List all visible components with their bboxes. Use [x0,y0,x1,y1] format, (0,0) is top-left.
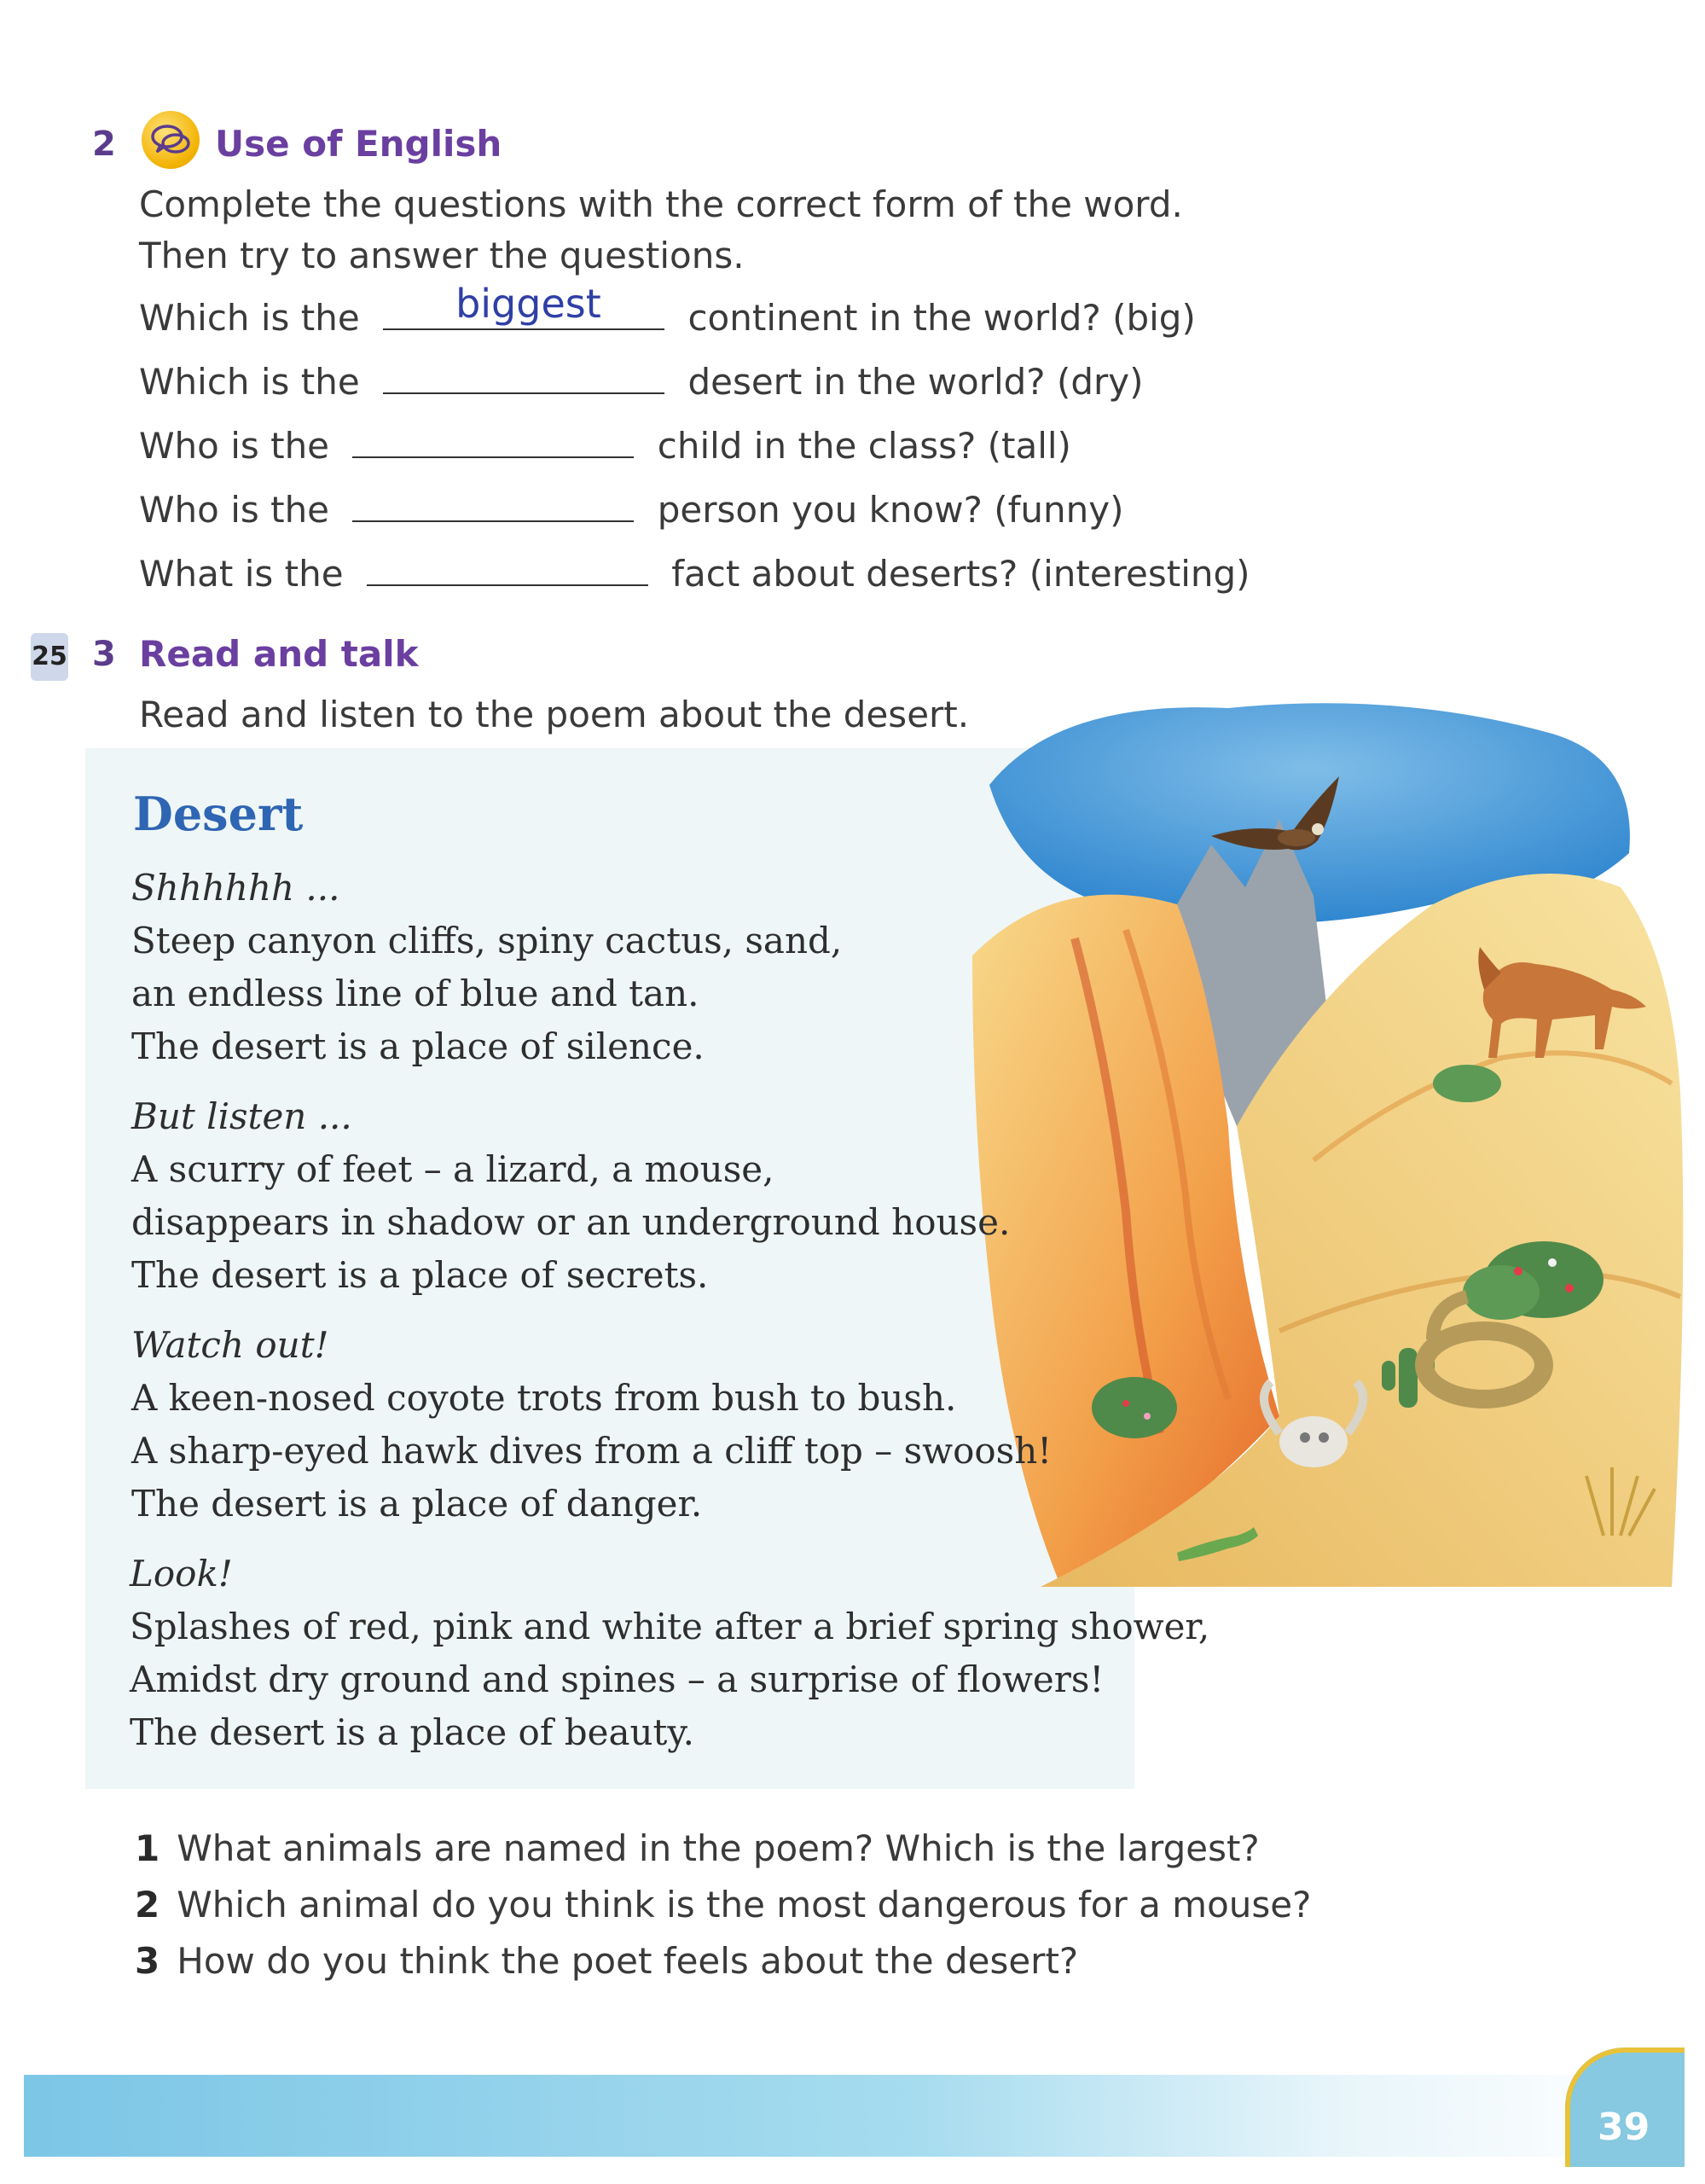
poem-title: Desert [133,787,304,841]
question-2-after: desert in the world? (dry) [687,361,1144,403]
page-number-tab [1565,2048,1685,2167]
section-3-title: Read and talk [139,633,419,675]
question-5-before: What is the [139,553,344,595]
question-1-after: continent in the world? (big) [687,297,1196,339]
stanza-1-line-2: an endless line of blue and tan. [131,973,699,1014]
discussion-question-2-number: 2 [135,1884,160,1926]
answer-1: biggest [455,281,601,327]
discussion-question-3-text: How do you think the poet feels about the desert? [177,1940,1079,1982]
answer-blank-2[interactable] [383,358,664,394]
poem-stanza-3 [131,1319,1052,1531]
stanza-1-line-3: The desert is a place of silence. [131,1025,705,1067]
question-5 [139,550,1250,595]
page-number: 39 [1598,2106,1650,2149]
stanza-1-head: Shhhhhh ... [131,867,340,909]
discussion-question-1-number: 1 [135,1827,160,1869]
section-2-number: 2 [92,125,116,164]
stanza-4-line-1: Splashes of red, pink and white after a brief spring shower, [130,1606,1210,1647]
question-3 [139,422,1071,467]
question-4-after: person you know? (funny) [657,489,1124,531]
audio-track-number: 25 [32,642,67,671]
discussion-question-2-text: Which animal do you think is the most dangerous for a mouse? [177,1884,1312,1926]
stanza-2-head: But listen ... [131,1095,352,1137]
discussion-question-3-number: 3 [135,1940,160,1982]
question-1-before: Which is the [139,297,360,339]
poem-stanza-2 [131,1090,1010,1302]
speech-bubble-icon [142,111,200,169]
stanza-2-line-2: disappears in shadow or an underground house. [131,1201,1011,1243]
section-2-instruction-2: Then try to answer the questions. [139,235,745,276]
stanza-3-line-2: A sharp-eyed hawk dives from a cliff top – swoosh! [131,1430,1053,1472]
footer-band [24,2075,1662,2157]
stanza-2-line-1: A scurry of feet – a lizard, a mouse, [131,1148,774,1190]
question-1 [139,281,1196,339]
section-2-instruction-1: Complete the questions with the correct form of the word. [139,183,1183,225]
stanza-4-line-2: Amidst dry ground and spines – a surprise of flowers! [130,1658,1105,1700]
answer-blank-1[interactable] [383,281,664,330]
stanza-3-line-1: A keen-nosed coyote trots from bush to bush. [131,1377,957,1419]
poem-stanza-4 [130,1548,1209,1759]
desert-canyon-illustration [955,682,1689,1604]
discussion-question-1-text: What animals are named in the poem? Which is the largest? [177,1827,1260,1869]
answer-blank-5[interactable] [367,550,648,586]
discussion-question-1 [135,1827,1260,1869]
question-3-before: Who is the [139,425,330,467]
question-4 [139,486,1124,531]
section-2-title: Use of English [215,123,502,165]
answer-blank-4[interactable] [352,486,634,522]
stanza-1-line-1: Steep canyon cliffs, spiny cactus, sand, [131,920,843,961]
section-3-instruction: Read and listen to the poem about the desert. [139,694,970,735]
question-2 [139,358,1144,403]
answer-blank-3[interactable] [352,422,634,458]
question-4-before: Who is the [139,489,330,531]
discussion-question-3 [135,1940,1078,1982]
stanza-3-head: Watch out! [131,1324,329,1366]
poem-stanza-1 [131,862,842,1073]
stanza-4-line-3: The desert is a place of beauty. [130,1711,694,1753]
question-2-before: Which is the [139,361,360,403]
stanza-2-line-3: The desert is a place of secrets. [131,1254,709,1296]
section-3-number: 3 [92,635,116,674]
discussion-question-2 [135,1884,1311,1926]
audio-track-badge[interactable] [31,633,68,681]
stanza-4-head: Look! [130,1553,233,1594]
question-5-after: fact about deserts? (interesting) [671,553,1250,595]
question-3-after: child in the class? (tall) [657,425,1071,467]
stanza-3-line-3: The desert is a place of danger. [131,1483,703,1525]
